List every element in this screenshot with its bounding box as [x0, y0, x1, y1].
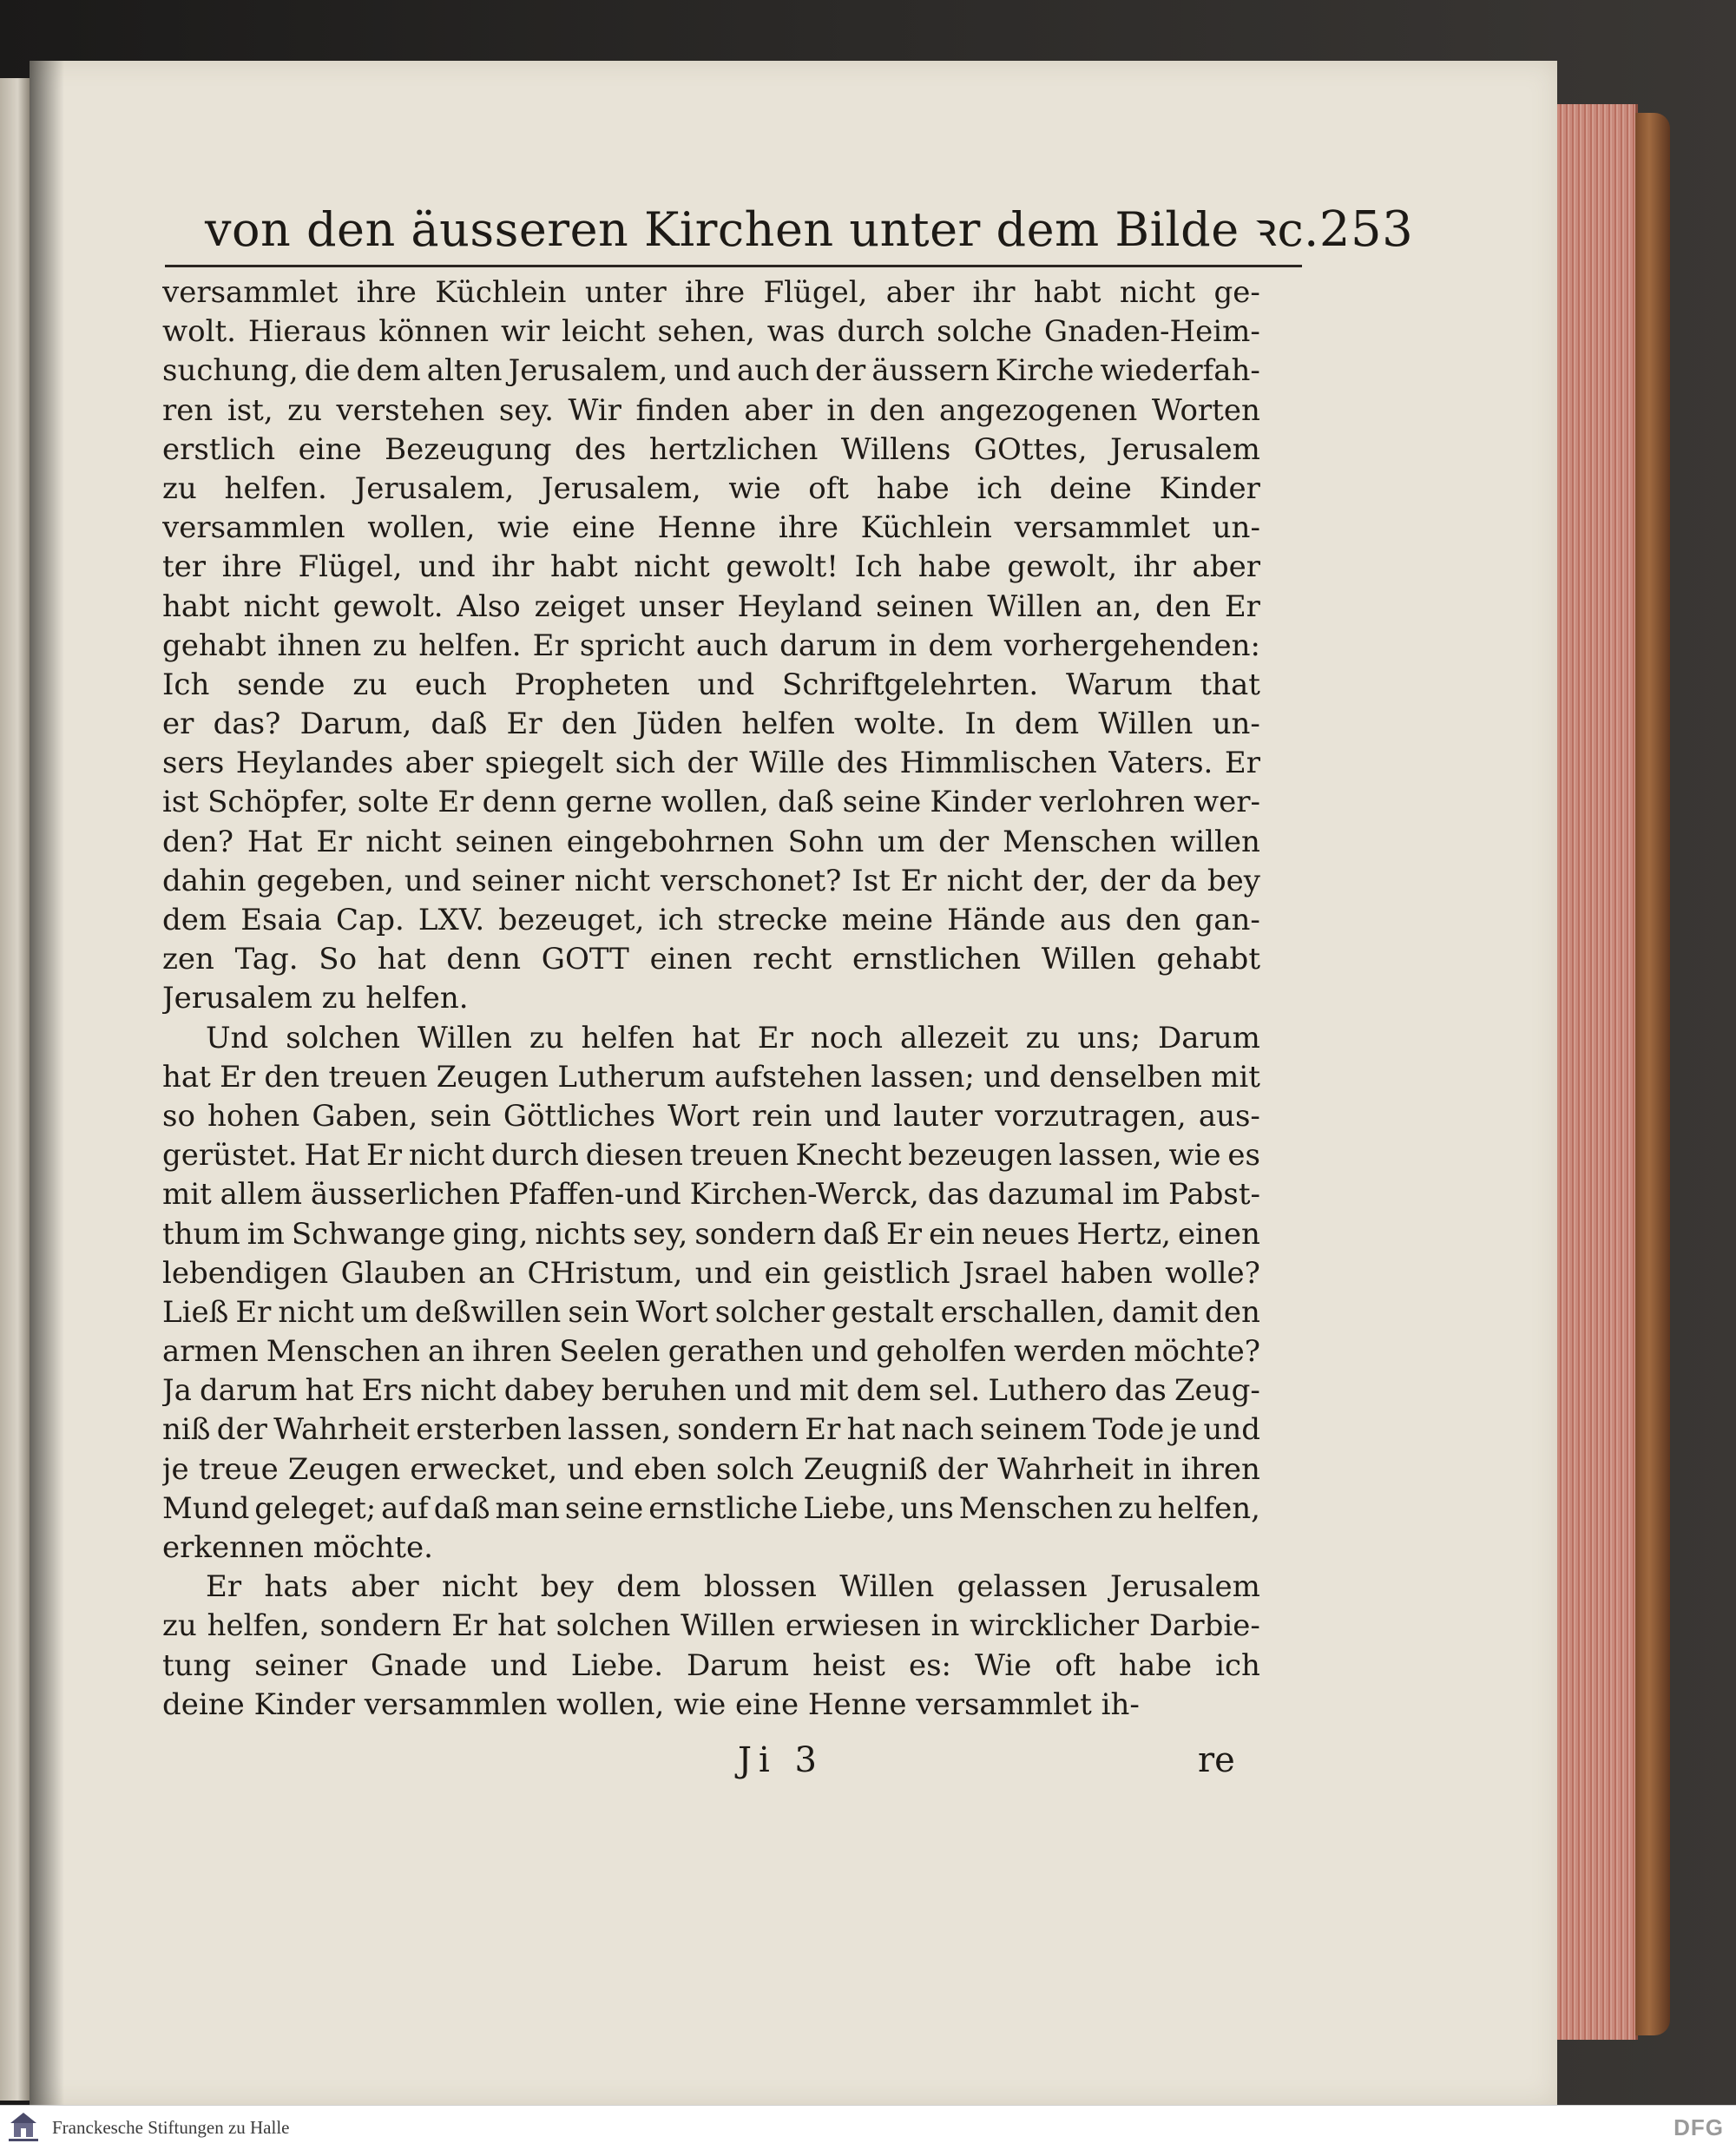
- text-line: gerüstet. Hat Er nicht durch diesen treuen Knecht bezeugen lassen, wie es: [162, 1138, 1260, 1174]
- text-line: erstlich eine Bezeugung des hertzlichen Willens GOttes, Jerusalem: [162, 431, 1260, 467]
- text-line: Und solchen Willen zu helfen hat Er noch allezeit zu uns; Darum: [206, 1020, 1260, 1055]
- text-line: versammlet ihre Küchlein unter ihre Flügel, aber ihr habt nicht ge-: [162, 275, 1260, 310]
- signature-mark: Ji 3: [738, 1740, 824, 1780]
- text-line: wolt. Hieraus können wir leicht sehen, was durch solche Gnaden-Heim-: [162, 314, 1260, 350]
- text-line: so hohen Gaben, sein Göttliches Wort rein und lauter vorzutragen, aus-: [162, 1098, 1260, 1134]
- text-line: Ließ Er nicht um deßwillen sein Wort solcher gestalt erschallen, damit den: [162, 1294, 1260, 1330]
- text-line: je treue Zeugen erwecket, und eben solch Zeugniß der Wahrheit in ihren: [162, 1451, 1260, 1487]
- page-number: 253: [1318, 201, 1414, 258]
- running-head: [205, 195, 1414, 265]
- text-line: Jerusalem zu helfen.: [162, 981, 469, 1016]
- text-line: tung seiner Gnade und Liebe. Darum heist es: Wie oft habe ich: [162, 1647, 1260, 1683]
- text-line: ist Schöpfer, solte Er denn gerne wollen, daß seine Kinder verlohren wer-: [162, 785, 1260, 820]
- text-line: den? Hat Er nicht seinen eingebohrnen Sohn um der Menschen willen: [162, 824, 1260, 859]
- text-line: ren ist, zu verstehen sey. Wir finden aber in den angezogenen Worten: [162, 392, 1260, 428]
- text-line: lebendigen Glauben an CHristum, und ein geistlich Jsrael haben wolle?: [162, 1255, 1260, 1291]
- institution-logo-icon: [7, 2109, 40, 2146]
- text-line: suchung, die dem alten Jerusalem, und auch der äussern Kirche wiederfah-: [162, 353, 1260, 389]
- text-line: erkennen möchte.: [162, 1530, 433, 1565]
- credit-text: Franckesche Stiftungen zu Halle: [52, 2117, 290, 2138]
- text-line: Mund geleget; auf daß man seine ernstliche Liebe, uns Menschen zu helfen,: [162, 1490, 1260, 1526]
- page-gutter-shadow: [30, 61, 64, 2105]
- running-head-title: von den äusseren Kirchen unter dem Bilde ꝛc.: [205, 202, 1319, 257]
- text-line: zu helfen, sondern Er hat solchen Willen erwiesen in wircklicher Darbie-: [162, 1608, 1260, 1644]
- text-line: versammlen wollen, wie eine Henne ihre Küchlein versammlet un-: [162, 510, 1260, 546]
- text-line: hat Er den treuen Zeugen Lutherum aufstehen lassen; und denselben mit: [162, 1059, 1260, 1095]
- page-block-edges: [1557, 104, 1638, 2040]
- text-line: armen Menschen an ihren Seelen gerathen und geholfen werden möchte?: [162, 1334, 1260, 1370]
- dfg-logo: DFG: [1674, 2114, 1724, 2140]
- text-line: ter ihre Flügel, und ihr habt nicht gewolt! Ich habe gewolt, ihr aber: [162, 549, 1260, 585]
- catchword: re: [1198, 1740, 1235, 1780]
- header-rule: [165, 265, 1302, 267]
- text-line: deine Kinder versammlen wollen, wie eine Henne versammlet ih-: [162, 1686, 1140, 1722]
- text-line: dem Esaia Cap. LXV. bezeuget, ich strecke meine Hände aus den gan-: [162, 903, 1260, 937]
- body-text: [162, 273, 1260, 1725]
- text-line: gehabt ihnen zu helfen. Er spricht auch darum in dem vorhergehenden:: [162, 628, 1260, 663]
- text-line: er das? Darum, daß Er den Jüden helfen wolte. In dem Willen un-: [162, 707, 1260, 742]
- text-line: sers Heylandes aber spiegelt sich der Wille des Himmlischen Vaters. Er: [162, 746, 1260, 781]
- text-line: zu helfen. Jerusalem, Jerusalem, wie oft habe ich deine Kinder: [162, 470, 1260, 506]
- text-line: habt nicht gewolt. Also zeiget unser Heyland seinen Willen an, den Er: [162, 588, 1260, 624]
- page-footer: [738, 1740, 1259, 1792]
- text-line: thum im Schwange ging, nichts sey, sondern daß Er ein neues Hertz, einen: [162, 1216, 1260, 1252]
- previous-page-edge: [0, 78, 30, 2101]
- text-line: zen Tag. So hat denn GOTT einen recht ernstlichen Willen gehabt: [162, 942, 1260, 977]
- text-line: Ich sende zu euch Propheten und Schriftgelehrten. Warum that: [162, 667, 1260, 702]
- leather-cover-edge: [1635, 113, 1670, 2035]
- text-line: Ja darum hat Ers nicht dabey beruhen und mit dem sel. Luthero das Zeug-: [162, 1373, 1260, 1409]
- text-line: Er hats aber nicht bey dem blossen Willen gelassen Jerusalem: [206, 1569, 1260, 1605]
- text-line: dahin gegeben, und seiner nicht verschonet? Ist Er nicht der, der da bey: [162, 863, 1260, 898]
- text-line: mit allem äusserlichen Pfaffen-und Kirchen-Werck, das dazumal im Pabst-: [162, 1177, 1260, 1213]
- text-line: niß der Wahrheit ersterben lassen, sondern Er hat nach seinem Tode je und: [162, 1412, 1260, 1448]
- bottom-credit-bar: [0, 2105, 1736, 2150]
